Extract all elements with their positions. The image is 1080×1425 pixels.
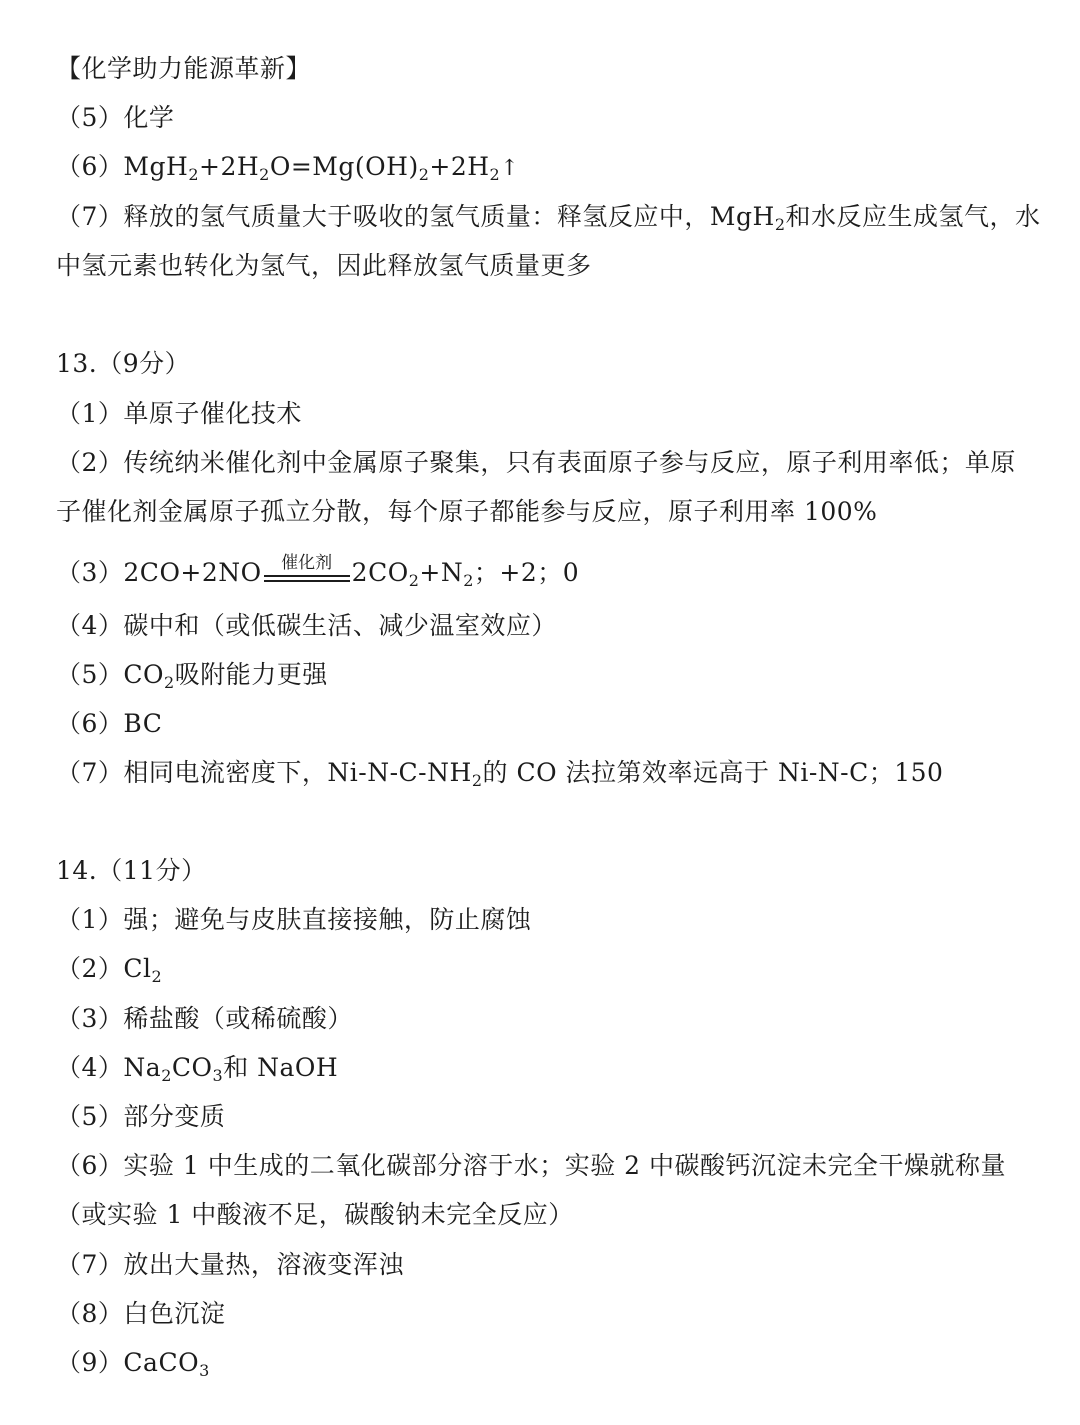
subscript: 2 — [259, 165, 270, 184]
q14-header: 14.（11分） — [56, 856, 207, 885]
q14-answer-2 — [56, 952, 162, 986]
answer-text: 的 CO 法拉第效率远高于 Ni-N-C；150 — [482, 758, 944, 787]
q13-answer-6: （6）BC — [56, 709, 163, 738]
reaction-condition-arrow — [264, 553, 350, 590]
subscript: 2 — [489, 165, 501, 184]
eq-text: 2CO — [351, 558, 409, 587]
answer-text: （9）CaCO — [56, 1348, 200, 1377]
q13-answer-7 — [56, 756, 943, 790]
q13-header: 13.（9分） — [56, 349, 191, 378]
q12-answer-5: （5）化学 — [56, 103, 175, 132]
answer-text: （4）Na — [56, 1053, 162, 1082]
subscript: 3 — [212, 1066, 224, 1085]
q14-answer-5: （5）部分变质 — [56, 1102, 226, 1131]
q14-answer-6-line1: （6）实验 1 中生成的二氧化碳部分溶于水；实验 2 中碳酸钙沉淀未完全干燥就称量 — [56, 1151, 1007, 1180]
eq-text: +N — [419, 558, 464, 587]
eq-text: MgH — [123, 152, 189, 181]
subscript: 2 — [463, 571, 474, 590]
q13-answer-3 — [56, 553, 580, 590]
eq-text: 2CO+2NO — [123, 558, 262, 587]
q12-answer-7-line2: 中氢元素也转化为氢气，因此释放氢气质量更多 — [56, 251, 592, 280]
subscript: 2 — [418, 165, 430, 184]
q12-answer-7-line1 — [56, 200, 1041, 234]
q14-answer-1: （1）强；避免与皮肤直接接触，防止腐蚀 — [56, 905, 532, 934]
q14-answer-7: （7）放出大量热，溶液变浑浊 — [56, 1250, 404, 1279]
catalyst-label: 催化剂 — [281, 553, 333, 573]
answer-text: ；+2；0 — [473, 558, 580, 587]
q14-answer-9 — [56, 1346, 210, 1380]
subscript: 2 — [151, 967, 163, 986]
answer-text: （5）CO — [56, 660, 165, 689]
answer-text: （7）相同电流密度下，Ni-N-C-NH — [56, 758, 472, 787]
q14-answer-3: （3）稀盐酸（或稀硫酸） — [56, 1004, 353, 1033]
q14-answer-8: （8）白色沉淀 — [56, 1299, 226, 1328]
q13-answer-2-line2: 子催化剂金属原子孤立分散，每个原子都能参与反应，原子利用率 100% — [56, 497, 878, 526]
eq-text: O=Mg(OH) — [269, 152, 419, 181]
answer-text: 和水反应生成氢气，水 — [785, 202, 1041, 231]
answer-text: （7）释放的氢气质量大于吸收的氢气质量：释氢反应中，MgH — [56, 202, 775, 231]
q13-3-label: （3） — [56, 558, 124, 587]
answer-text: CO — [171, 1053, 213, 1082]
equals-bar-bottom — [264, 580, 350, 582]
subscript: 2 — [188, 165, 199, 184]
answer-text: （2）Cl — [56, 954, 152, 983]
eq-text: +2H — [429, 152, 490, 181]
q13-answer-1: （1）单原子催化技术 — [56, 399, 302, 428]
q14-answer-4 — [56, 1051, 338, 1085]
q13-answer-4: （4）碳中和（或低碳生活、减少温室效应） — [56, 611, 557, 640]
subscript: 2 — [164, 673, 175, 692]
subscript: 2 — [471, 771, 483, 790]
q12-answer-6 — [56, 150, 519, 186]
equals-bar-top — [264, 575, 350, 577]
subscript: 2 — [408, 571, 420, 590]
section-title: 【化学助力能源革新】 — [56, 54, 312, 83]
gas-arrow-icon: ↑ — [500, 156, 520, 181]
answer-text: 吸附能力更强 — [174, 660, 328, 689]
subscript: 2 — [774, 215, 786, 234]
subscript: 2 — [161, 1066, 172, 1085]
q14-answer-6-line2: （或实验 1 中酸液不足，碳酸钠未完全反应） — [56, 1200, 574, 1229]
q12-6-label: （6） — [56, 152, 124, 181]
answer-text: 和 NaOH — [223, 1053, 339, 1082]
q13-answer-2-line1: （2）传统纳米催化剂中金属原子聚集，只有表面原子参与反应，原子利用率低；单原 — [56, 448, 1016, 477]
eq-text: +2H — [199, 152, 260, 181]
subscript: 3 — [199, 1361, 210, 1380]
q13-answer-5 — [56, 658, 328, 692]
